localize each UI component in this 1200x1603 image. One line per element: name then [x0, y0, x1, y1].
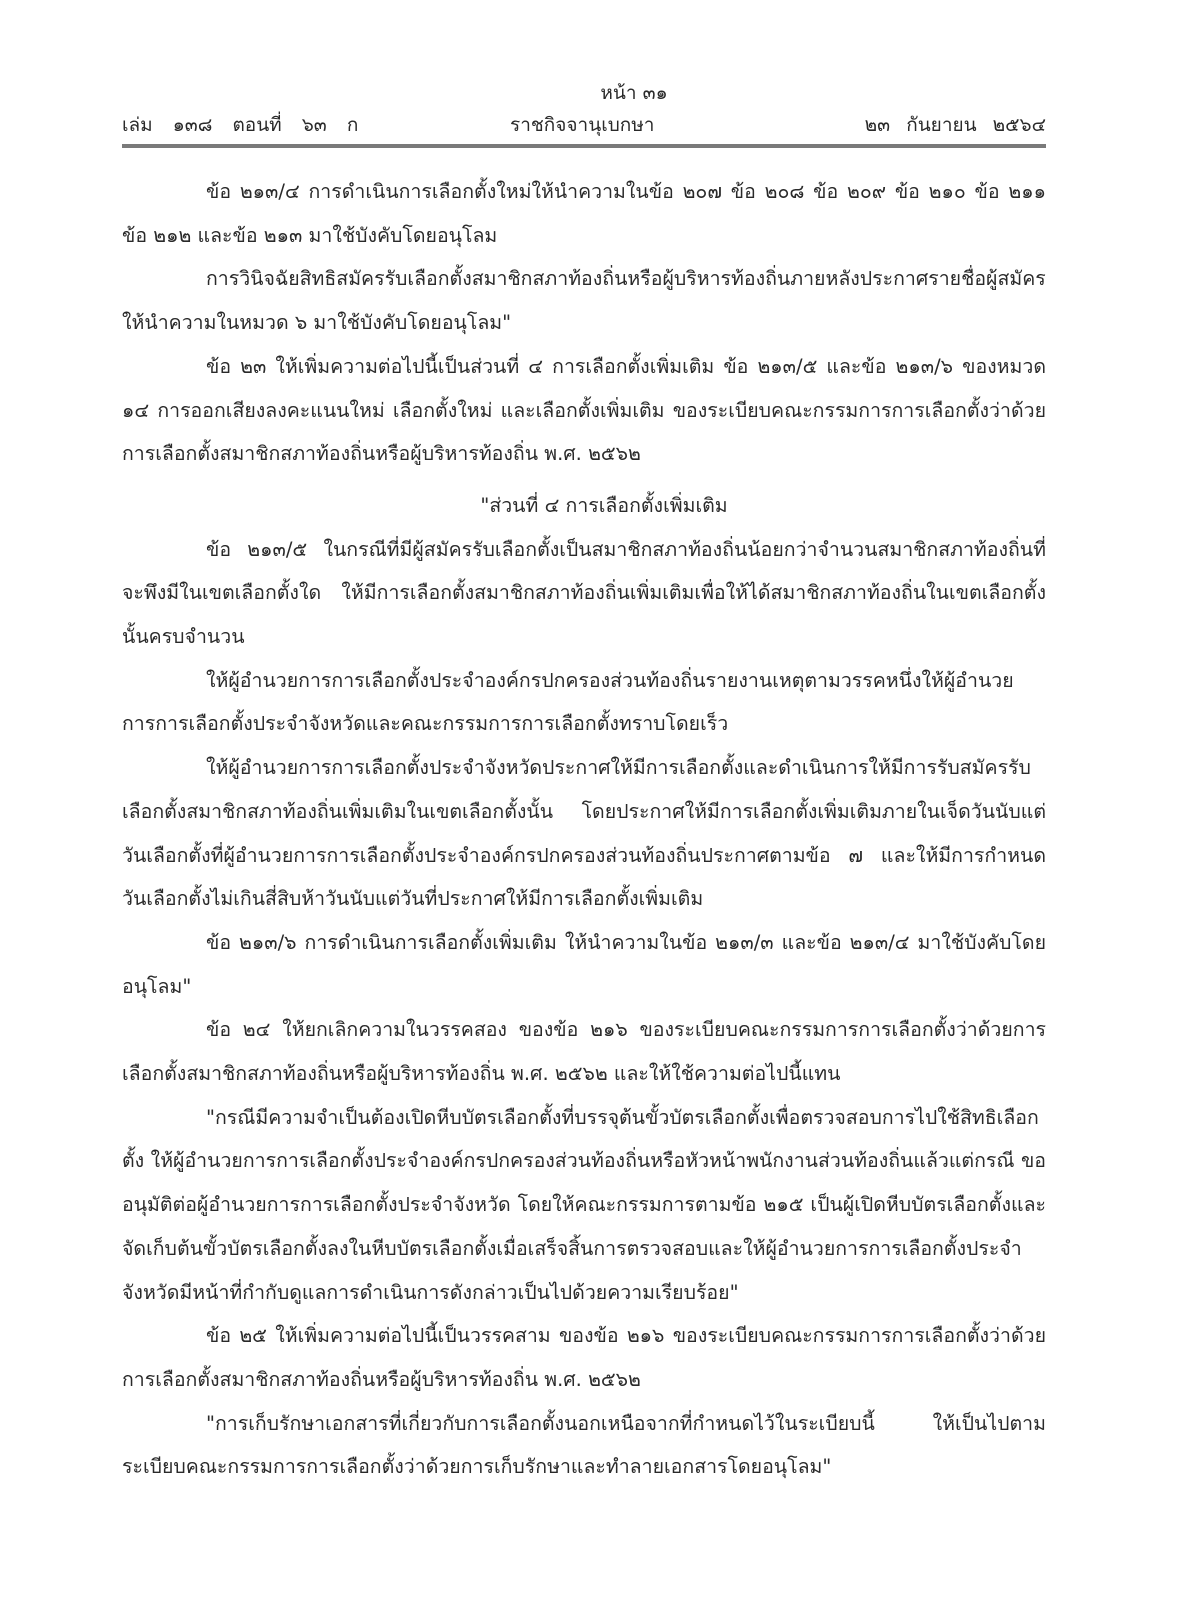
clause-213-6: ข้อ ๒๑๓/๖ การดำเนินการเลือกตั้งเพิ่มเติม ให้นำความในข้อ ๒๑๓/๓ และข้อ ๒๑๓/๔ มาใช้บังคับโดยอนุโลม" [122, 930, 1046, 998]
clause-213-5-para-2: ให้ผู้อำนวยการการเลือกตั้งประจำองค์กรปกครองส่วนท้องถิ่นรายงานเหตุตามวรรคหนึ่งให้ผู้อำนวยการการเลือกตั้งประจำจังหวัดและคณะกรรมการการเลือกตั้งทราบโดยเร็ว [122, 668, 1014, 736]
clause-23: ข้อ ๒๓ ให้เพิ่มความต่อไปนี้เป็นส่วนที่ ๔ การเลือกตั้งเพิ่มเติม ข้อ ๒๑๓/๕ และข้อ ๒๑๓/๖ ของหมวด ๑๔ การออกเสียงลงคะแนนใหม่ เลือกตั้งใหม่ และเลือกตั้งเพิ่มเติม ของระเบียบคณะกรรมการการเลือกตั้งว่าด้วยการเลือกตั้งสมาชิกสภาท้องถิ่นหรือผู้บริหารท้องถิ่น พ.ศ. ๒๕๖๒ [122, 354, 1046, 466]
clause-213-5: ข้อ ๒๑๓/๕ ในกรณีที่มีผู้สมัครรับเลือกตั้งเป็นสมาชิกสภาท้องถิ่นน้อยกว่าจำนวนสมาชิกสภาท้องถิ่นที่จะพึงมีในเขตเลือกตั้งใด ให้มีการเลือกตั้งสมาชิกสภาท้องถิ่นเพิ่มเติมเพื่อให้ได้สมาชิกสภาท้องถิ่นในเขตเลือกตั้งนั้นครบจำนวน [122, 537, 1046, 649]
publication-title: ราชกิจจานุเบกษา [510, 114, 655, 136]
clause-213-5-para-3: ให้ผู้อำนวยการการเลือกตั้งประจำจังหวัดประกาศให้มีการเลือกตั้งและดำเนินการให้มีการรับสมัครรับเลือกตั้งสมาชิกสภาท้องถิ่นเพิ่มเติมในเขตเลือกตั้งนั้น โดยประกาศให้มีการเลือกตั้งเพิ่มเติมภายในเจ็ดวันนับแต่วันเลือกตั้งที่ผู้อำนวยการการเลือกตั้งประจำองค์กรปกครองส่วนท้องถิ่นประกาศตามข้อ ๗ และให้มีการกำหนดวันเลือกตั้งไม่เกินสี่สิบห้าวันนับแต่วันที่ประกาศให้มีการเลือกตั้งเพิ่มเติม [122, 756, 1046, 911]
gazette-page [122, 78, 1046, 1489]
clause-24-replacement: "กรณีมีความจำเป็นต้องเปิดหีบบัตรเลือกตั้งที่บรรจุต้นขั้วบัตรเลือกตั้งเพื่อตรวจสอบการไปใช้สิทธิเลือกตั้ง ให้ผู้อำนวยการการเลือกตั้งประจำองค์กรปกครองส่วนท้องถิ่นหรือหัวหน้าพนักงานส่วนท้องถิ่นแล้วแต่กรณี ขออนุมัติต่อผู้อำนวยการการเลือกตั้งประจำจังหวัด โดยให้คณะกรรมการตามข้อ ๒๑๕ เป็นผู้เปิดหีบบัตรเลือกตั้งและจัดเก็บต้นขั้วบัตรเลือกตั้งลงในหีบบัตรเลือกตั้งเมื่อเสร็จสิ้นการตรวจสอบและให้ผู้อำนวยการการเลือกตั้งประจำจังหวัดมีหน้าที่กำกับดูแลการดำเนินการดังกล่าวเป็นไปด้วยความเรียบร้อย" [122, 1105, 1046, 1304]
document-body [122, 170, 1046, 1489]
volume-issue: เล่ม ๑๓๘ ตอนที่ ๖๓ ก [122, 114, 359, 136]
page-number: หน้า ๓๑ [600, 82, 668, 104]
clause-213-4-para-2: การวินิจฉัยสิทธิสมัครรับเลือกตั้งสมาชิกสภาท้องถิ่นหรือผู้บริหารท้องถิ่นภายหลังประกาศรายชื่อผู้สมัคร ให้นำความในหมวด ๖ มาใช้บังคับโดยอนุโลม" [122, 267, 1046, 335]
section-heading: "ส่วนที่ ๔ การเลือกตั้งเพิ่มเติม [480, 493, 728, 517]
gazette-header [122, 108, 1046, 142]
header-divider [122, 144, 1046, 148]
clause-25: ข้อ ๒๕ ให้เพิ่มความต่อไปนี้เป็นวรรคสาม ของข้อ ๒๑๖ ของระเบียบคณะกรรมการการเลือกตั้งว่าด้วยการเลือกตั้งสมาชิกสภาท้องถิ่นหรือผู้บริหารท้องถิ่น พ.ศ. ๒๕๖๒ [122, 1324, 1046, 1391]
publication-date: ๒๓ กันยายน ๒๕๖๔ [864, 114, 1046, 136]
clause-213-4: ข้อ ๒๑๓/๔ การดำเนินการเลือกตั้งใหม่ให้นำความในข้อ ๒๐๗ ข้อ ๒๐๘ ข้อ ๒๐๙ ข้อ ๒๑๐ ข้อ ๒๑๑ ข้อ ๒๑๒ และข้อ ๒๑๓ มาใช้บังคับโดยอนุโลม [122, 180, 1046, 247]
clause-24: ข้อ ๒๔ ให้ยกเลิกความในวรรคสอง ของข้อ ๒๑๖ ของระเบียบคณะกรรมการการเลือกตั้งว่าด้วยการเลือกตั้งสมาชิกสภาท้องถิ่นหรือผู้บริหารท้องถิ่น พ.ศ. ๒๕๖๒ และให้ใช้ความต่อไปนี้แทน [122, 1018, 1046, 1086]
clause-25-addition: "การเก็บรักษาเอกสารที่เกี่ยวกับการเลือกตั้งนอกเหนือจากที่กำหนดไว้ในระเบียบนี้ ให้เป็นไปตามระเบียบคณะกรรมการการเลือกตั้งว่าด้วยการเก็บรักษาและทำลายเอกสารโดยอนุโลม" [122, 1411, 1046, 1479]
